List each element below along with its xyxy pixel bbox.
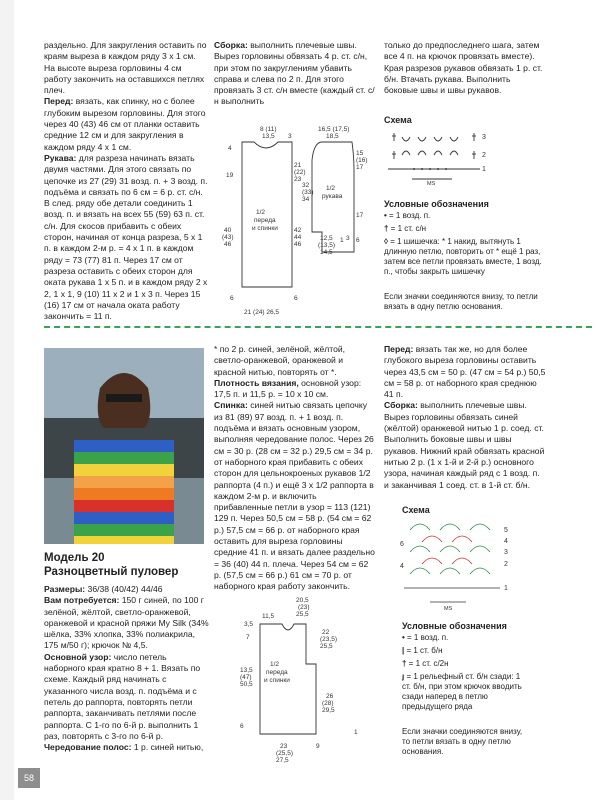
svg-text:MS: MS [444, 606, 453, 612]
top-col1-text: для разреза начинать вязать двумя частями. Для этого связать по цепочке из 27 (29) 31 возд. п. + 3 возд. п. подъёма и связать по 6 см = 6 р. ст. с/н. В след. ряду обе детали соединить 1 возд. п. и вязать на всех 55 (59) 63 п. ст. с/н. Для скосов прибавить с обеих сторон, начиная от конца разреза, 5 х 1 п. в каждом 2-м р. = 4 х 1 п. в каждом ряду = 73 (77) 81 п. Через 17 см от разреза оставить с обеих сторон для оката рукава 1 х 5 п. и в каждом ряду 2 х 2, 1 х 1, 9 (10) 11 х 2 и 1 х 3 п. Через 15 (16) 17 см от начала оката работу закончить = 11 п. [44, 152, 208, 322]
svg-text:16,5 (17,5): 16,5 (17,5) [318, 126, 350, 133]
svg-text:(28): (28) [322, 700, 334, 707]
legend-text: = 1 рельефный ст. б/н сзади: 1 ст. б/н, при этом крючок вводить сзади наперед в петлю предыдущего ряда [402, 672, 522, 711]
section-divider [44, 326, 592, 328]
top-pattern-diagram [222, 122, 372, 322]
svg-text:9: 9 [316, 743, 320, 750]
svg-text:и спинки: и спинки [264, 677, 290, 684]
svg-text:25,5: 25,5 [320, 643, 333, 650]
svg-text:3,5: 3,5 [244, 621, 254, 628]
model-number: Модель 20 [44, 552, 105, 564]
bottom-col1-text: 36/38 (40/42) 44/46 [85, 584, 163, 594]
svg-text:1: 1 [482, 166, 486, 173]
svg-text:рукава: рукава [322, 193, 343, 200]
svg-text:3: 3 [482, 134, 486, 141]
bottom-col2-paragraph [214, 400, 376, 592]
svg-text:15: 15 [356, 150, 364, 157]
svg-text:21 (24) 26,5: 21 (24) 26,5 [244, 309, 280, 316]
legend-item [402, 646, 530, 656]
svg-text:32: 32 [302, 182, 310, 189]
bottom-col1-lead: Вам потребуется: [44, 595, 120, 606]
svg-text:5: 5 [504, 527, 508, 534]
bottom-schema-title: Схема [402, 505, 430, 515]
svg-text:переда: переда [254, 217, 276, 224]
svg-text:17: 17 [356, 212, 364, 219]
top-col1-text: раздельно. Для закругления оставить по краям выреза в каждом ряду 3 х 1 см. На высоте выреза горловины 4 см работу закончить на оставшихся петлях плеч. [44, 40, 207, 96]
svg-text:23: 23 [294, 176, 302, 183]
svg-text:6: 6 [230, 295, 234, 302]
svg-text:25,5: 25,5 [296, 611, 309, 618]
legend-text: = 1 ст. с/н [390, 224, 427, 233]
legend-item [402, 659, 530, 669]
svg-text:переда: переда [266, 669, 288, 676]
svg-text:(25,5): (25,5) [276, 750, 293, 757]
svg-text:11,5: 11,5 [262, 613, 275, 620]
bottom-col2-lead: Плотность вязания, [214, 377, 299, 388]
top-legend-title: Условные обозначения [384, 199, 489, 209]
svg-text:(22): (22) [294, 169, 306, 176]
svg-text:6: 6 [356, 237, 360, 244]
svg-text:40: 40 [224, 227, 232, 234]
svg-text:1: 1 [354, 729, 358, 736]
model-title [44, 551, 214, 579]
bottom-col2-text: синей нитью связать цепочку из 81 (89) 97 возд. п. + 1 возд. п. подъёма и вязать основным узором, выполняя чередование полос. Через 26 см = 30 р. (28 см = 32 р.) 29,5 см = 34 р. от наборного края прибавить с обеих сторон для цельнокроеных рукавов 1/2 раппорта (4 п.) и ещё 3 х 1/2 раппорта в каждом 2-м р. и включить прибавленные петли в узор = 113 (121) 129 п. Через 50,5 см = 58 р. (54 см = 62 р.) 57,5 см = 66 р. от наборного края оставить для выреза горловины средние 41 п. и вязать далее раздельно = 36 (40) 44 п. плеча. Через 54 см = 62 р. (57,5 см = 66 р.) 61 см = 70 р. от наборного края работу закончить. [214, 400, 375, 592]
svg-text:(16): (16) [356, 157, 368, 164]
legend-symbol: † [384, 224, 391, 233]
bottom-col-2 [214, 344, 376, 593]
bottom-col1-paragraph [44, 595, 209, 651]
bottom-col1-lead: Основной узор: [44, 651, 112, 662]
svg-text:17: 17 [356, 164, 364, 171]
bottom-pattern-diagram [236, 594, 376, 766]
svg-text:20,5: 20,5 [296, 597, 309, 604]
bottom-col2-lead: Спинка: [214, 400, 248, 411]
legend-symbol: ◊ [384, 237, 391, 246]
svg-text:(23): (23) [298, 604, 310, 611]
bottom-note: Если значки соединяются внизу, то петли вязать в одну петлю основания. [402, 727, 523, 756]
bottom-col3-lead: Сборка: [384, 400, 418, 411]
legend-symbol: † [402, 659, 409, 668]
top-col2-text: выполнить плечевые швы. Вырез горловины обвязать 4 р. ст. с/н, при этом по закруглениям убавить справа и слева по 2 п. Для этого провязать 3 ст. с/н вместе (каждый ст. с/н выполнить [214, 40, 375, 107]
bottom-col1-text: 150 г синей, по 100 г зелёной, жёлтой, светло-оранжевой, оранжевой и красной пряжи My Silk (34% шёлка, 33% хлопка, 33% полиакрила, 175 м/50 г); крючок № 4,5. [44, 595, 209, 651]
svg-text:3: 3 [346, 235, 350, 242]
top-col1-text: вязать, как спинку, но с более глубоким вырезом горловины. Для этого через 40 (43) 46 см от планки оставить средние 12 см и для закругления в каждом ряду 4 х 1 см. [44, 96, 206, 152]
page-margin [0, 0, 14, 800]
legend-symbol: • [384, 211, 390, 220]
svg-text:2: 2 [482, 152, 486, 159]
legend-item [384, 224, 544, 234]
legend-symbol: ȷ [402, 672, 407, 681]
bottom-col-3 [384, 344, 546, 491]
svg-text:4: 4 [504, 538, 508, 545]
legend-text: = 1 шишечка: * 1 накид, вытянуть 1 длинную петлю, повторить от * ещё 1 раз, затем все петли провязать вместе, 1 возд. п., чтобы закрыть шишечку [384, 237, 542, 276]
svg-text:1/2: 1/2 [270, 661, 280, 668]
top-col2-paragraph [214, 40, 376, 108]
svg-text:23: 23 [280, 743, 288, 750]
svg-text:(13,5): (13,5) [318, 242, 335, 249]
svg-text:6: 6 [294, 295, 298, 302]
svg-text:1/2: 1/2 [256, 209, 266, 216]
top-col3-paragraph [384, 40, 546, 96]
bottom-col3-paragraph [384, 400, 546, 490]
svg-text:13,5: 13,5 [240, 667, 253, 674]
legend-text: = 1 ст. б/н [406, 646, 443, 655]
svg-text:26: 26 [326, 693, 334, 700]
bottom-col2-paragraph [214, 344, 376, 378]
svg-text:19: 19 [226, 172, 234, 179]
bottom-col3-paragraph [384, 344, 546, 400]
bottom-stitch-chart [400, 516, 520, 614]
svg-text:18,5: 18,5 [326, 133, 339, 140]
svg-text:34: 34 [302, 196, 310, 203]
svg-text:MS: MS [427, 181, 436, 187]
top-col1-paragraph [44, 96, 209, 152]
top-col1-paragraph [44, 153, 209, 322]
svg-text:3: 3 [288, 133, 292, 140]
svg-text:1: 1 [340, 237, 344, 244]
bottom-col-1 [44, 584, 209, 753]
svg-text:7: 7 [246, 634, 250, 641]
svg-text:42: 42 [294, 227, 302, 234]
top-col-2 [214, 40, 376, 108]
top-col3-text: только до предпоследнего шага, затем все 4 п. на крючок провязать вместе). Края разрезов рукавов обвязать 1 р. ст. б/н. Втачать рукава. Выполнить боковые швы и швы рукавов. [384, 40, 543, 96]
bottom-col1-text: число петель наборного края кратно 8 + 1. Вязать по схеме. Каждый ряд начинать с указанного числа возд. п. подъёма и с петель до раппорта, повторять петли раппорта, заканчивать петлями после раппорта. С 1-го по 6-й р. выполнить 1 раз, повторять с 3-го по 6-й р. [44, 651, 201, 741]
legend-text: = 1 возд. п. [407, 633, 449, 642]
bottom-col2-text: * по 2 р. синей, зелёной, жёлтой, светло-оранжевой, оранжевой и красной нитью, повторять от *. [214, 344, 346, 377]
bottom-col1-paragraph [44, 742, 209, 753]
bottom-col2-paragraph [214, 378, 376, 401]
svg-text:4: 4 [400, 563, 404, 570]
bottom-col2-text: основной узор: 17,5 п. и 11,5 р. = 10 х 10 см. [214, 377, 362, 400]
legend-symbol: | [402, 646, 407, 655]
top-col-1 [44, 40, 209, 322]
legend-text: = 1 ст. с/2н [408, 659, 449, 668]
svg-text:14,5: 14,5 [320, 249, 333, 256]
legend-item [402, 672, 530, 712]
svg-text:(33): (33) [302, 189, 314, 196]
legend-text: = 1 возд. п. [389, 211, 431, 220]
svg-text:50,5: 50,5 [240, 681, 253, 688]
top-col-3 [384, 40, 546, 96]
bottom-legend-title: Условные обозначения [402, 621, 507, 631]
svg-text:4: 4 [228, 145, 232, 152]
svg-text:и спинки: и спинки [252, 225, 278, 232]
page-number: 58 [18, 768, 40, 788]
svg-text:8 (11): 8 (11) [260, 126, 277, 133]
bottom-col3-text: вязать так же, но для более глубокого выреза горловины оставить через 43,5 см = 50 р. (47 см = 54 р.) 50,5 см = 58 р. от наборного края среднюю 41 п. [384, 344, 546, 400]
legend-item [384, 211, 544, 221]
bottom-col1-paragraph [44, 584, 209, 595]
bottom-col3-lead: Перед: [384, 344, 414, 354]
legend-symbol: • [402, 633, 408, 642]
svg-text:1: 1 [504, 585, 508, 592]
model-photo [44, 348, 204, 544]
svg-text:6: 6 [240, 723, 244, 730]
svg-text:46: 46 [224, 241, 232, 248]
bottom-col1-lead: Чередование полос: [44, 742, 132, 753]
svg-text:(47): (47) [240, 674, 252, 681]
svg-text:29,5: 29,5 [322, 707, 335, 714]
svg-text:44: 44 [294, 234, 302, 241]
svg-text:22: 22 [322, 629, 330, 636]
legend-item [384, 237, 544, 277]
top-col2-lead: Сборка: [214, 40, 248, 50]
top-col1-paragraph [44, 40, 209, 96]
svg-text:2: 2 [504, 561, 508, 568]
svg-text:46: 46 [294, 241, 302, 248]
bottom-col3-text: выполнить плечевые швы. Вырез горловины обвязать синей (жёлтой) оранжевой нитью 1 р. соед. ст. Выполнить боковые швы и швы рукавов. Нижний край обвязать красной нитью 2 р. (1 х 1-й и 2-й р.) основного узора, начиная каждый ряд с 1 возд. п. и заканчивая 1 соед. ст. в 1-й ст. б/н. [384, 400, 545, 490]
svg-text:(23,5): (23,5) [320, 636, 337, 643]
svg-text:6: 6 [400, 541, 404, 548]
legend-item [402, 633, 530, 643]
svg-text:12,5: 12,5 [320, 235, 333, 242]
svg-text:(43): (43) [222, 234, 234, 241]
svg-text:3: 3 [504, 549, 508, 556]
top-schema-title: Схема [384, 115, 412, 125]
top-col1-lead: Рукава: [44, 152, 77, 163]
svg-text:13,5: 13,5 [262, 133, 275, 140]
bottom-col1-text: 1 р. синей нитью, [131, 742, 204, 753]
top-col1-lead: Перед: [44, 96, 74, 107]
svg-text:21: 21 [294, 162, 302, 169]
top-stitch-chart [384, 127, 496, 187]
bottom-col1-paragraph [44, 652, 209, 742]
model-name: Разноцветный пуловер [44, 566, 179, 578]
top-note: Если значки соединяются внизу, то петли вязать в одну петлю основания. [384, 292, 538, 311]
svg-text:27,5: 27,5 [276, 757, 289, 764]
svg-text:1/2: 1/2 [326, 185, 336, 192]
bottom-col1-lead: Размеры: [44, 584, 86, 594]
